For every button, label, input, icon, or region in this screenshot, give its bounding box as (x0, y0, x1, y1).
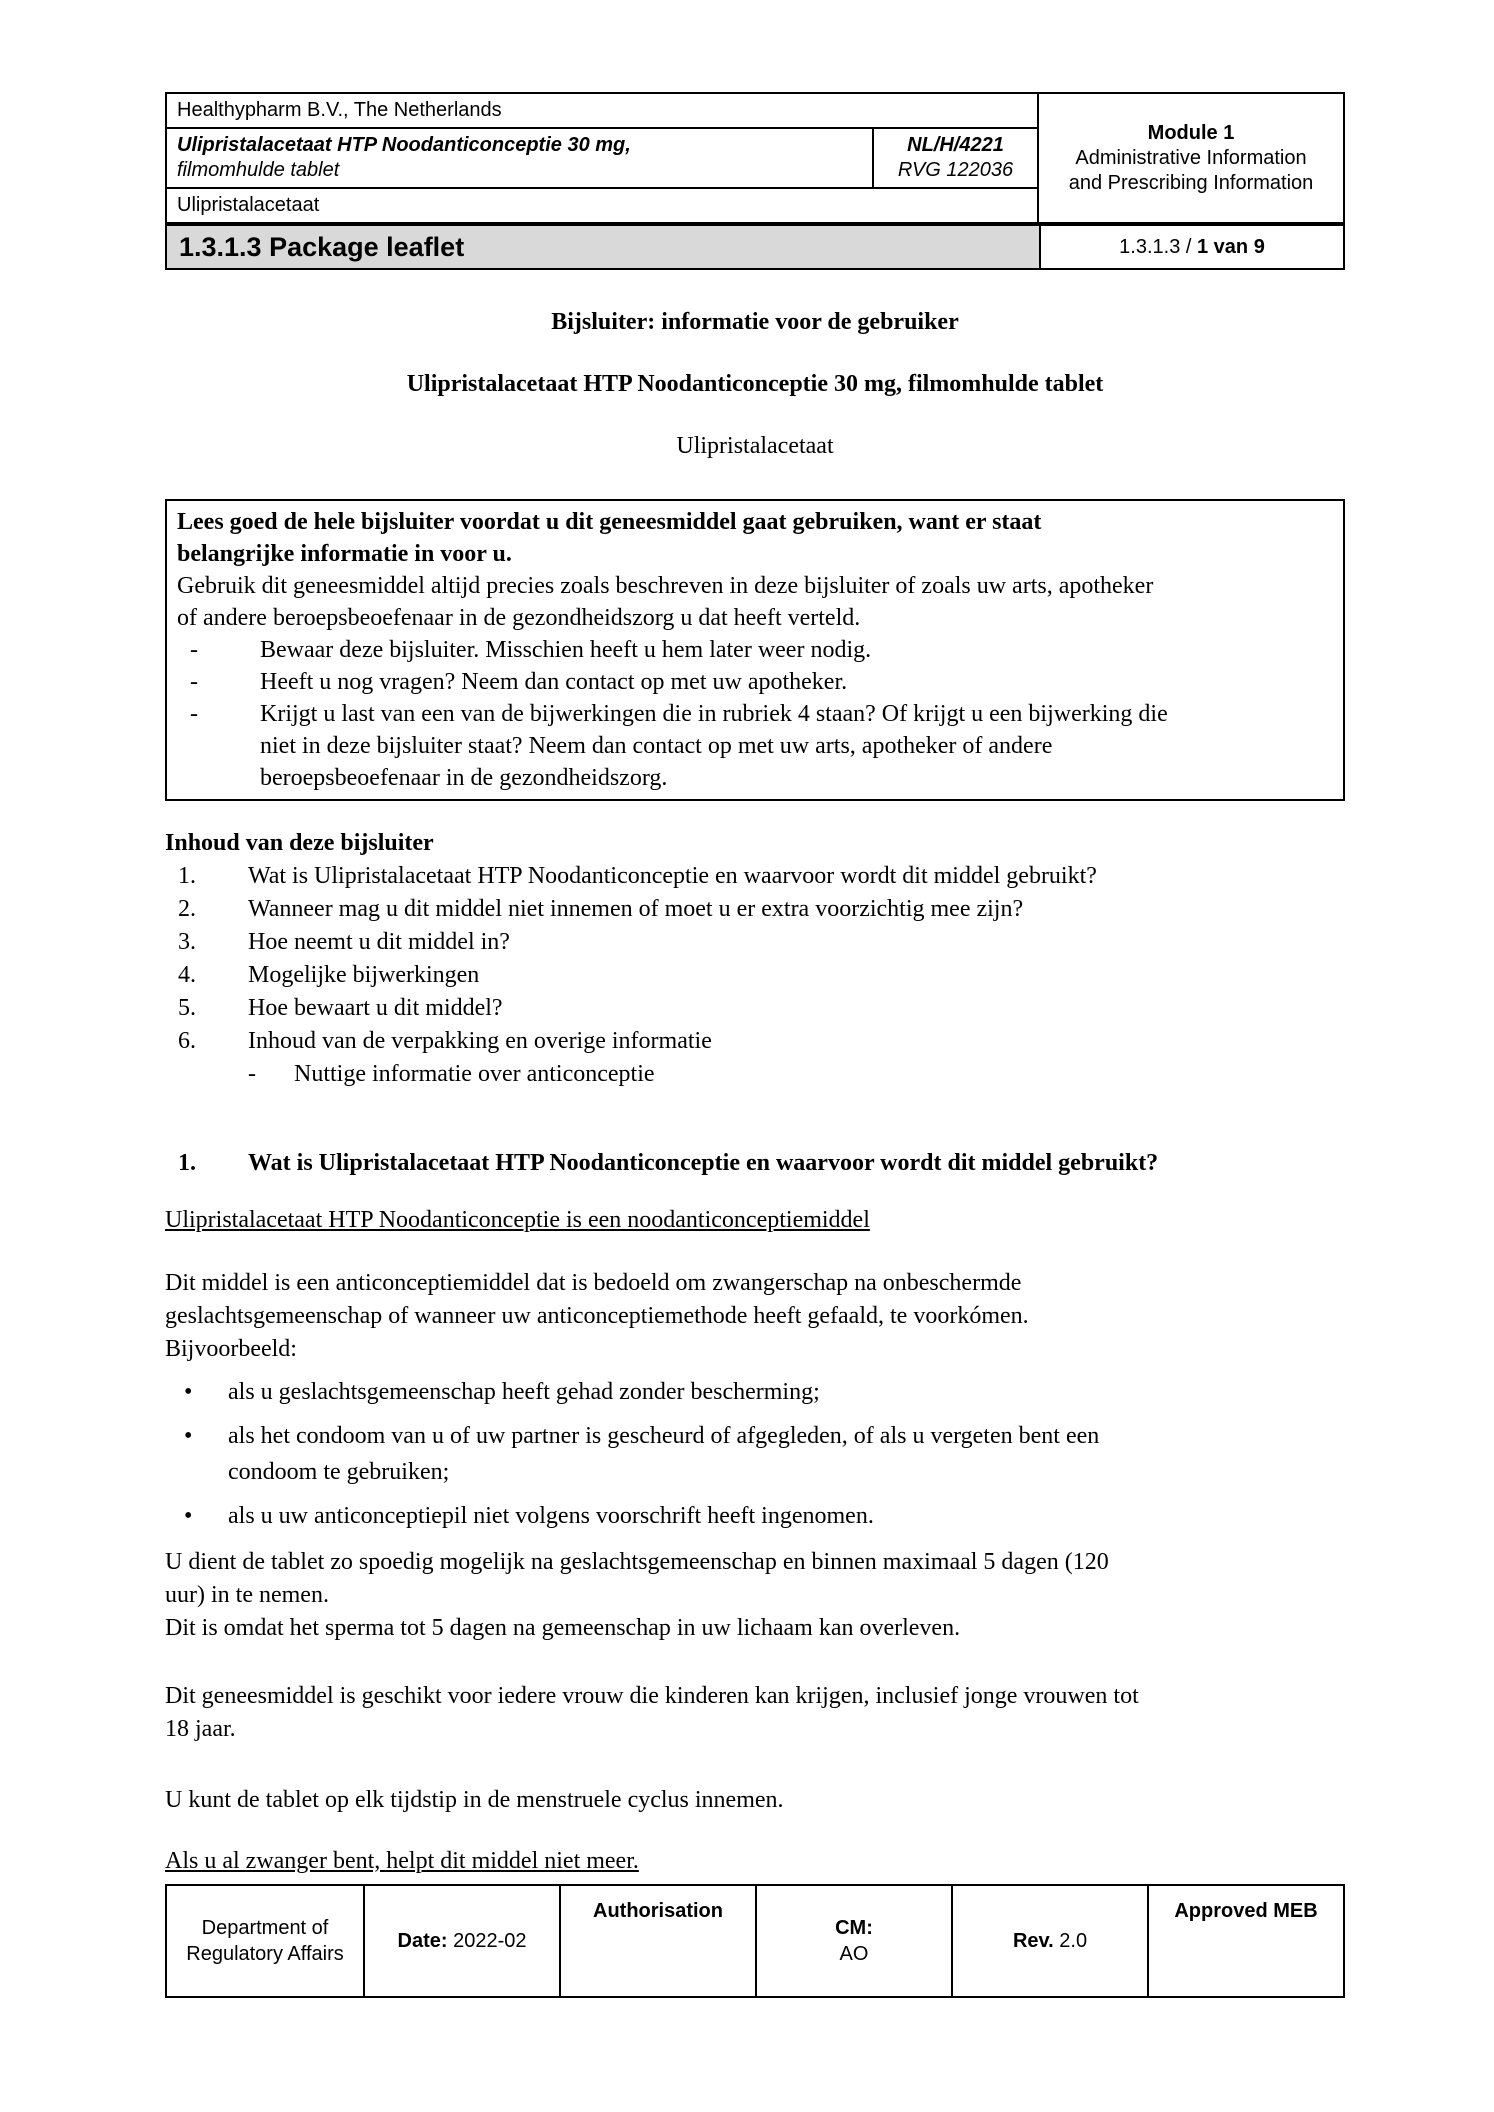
paragraph-cycle: U kunt de tablet op elk tijdstip in de menstruele cyclus innemen. (165, 1787, 784, 1813)
footer-authorisation-cell (559, 1886, 755, 1996)
toc-item-number: 2. (178, 896, 196, 922)
notice-item-text (260, 698, 1333, 794)
paragraph-line: 18 jaar. (165, 1716, 236, 1742)
rev-label: Rev. (1012, 1930, 1054, 1952)
toc-item (165, 1025, 1345, 1058)
bullet-text (228, 1418, 1345, 1490)
dash-marker: - (190, 637, 198, 663)
toc-item-text: Inhoud van de verpakking en overige informatie (248, 1028, 712, 1054)
toc-item-text: Mogelijke bijwerkingen (248, 962, 480, 988)
leaflet-body (165, 292, 1345, 1878)
module-title: Module 1 (1147, 121, 1235, 144)
paragraph-line: Dit geneesmiddel is geschikt voor iedere vrouw die kinderen kan krijgen, inclusief jonge vrouwen tot (165, 1683, 1139, 1709)
footer-revision-cell (951, 1886, 1147, 1996)
footer-department-cell (167, 1886, 363, 1996)
dash-marker: - (190, 701, 198, 727)
bullet-line: condoom te gebruiken; (228, 1459, 450, 1485)
bullet-item (165, 1498, 1345, 1534)
toc-sub-item-text: Nuttige informatie over anticonceptie (294, 1061, 655, 1087)
notice-item3-line3: beroepsbeoefenaar in de gezondheidszorg. (260, 765, 668, 791)
paragraph-line: uur) in te nemen. (165, 1582, 329, 1608)
paragraph-line: Bijvoorbeeld: (165, 1336, 297, 1362)
paragraph-line: geslachtsgemeenschap of wanneer uw anticonceptiemethode heeft gefaald, te voorkómen. (165, 1303, 1029, 1329)
notice-item (177, 666, 1333, 698)
substance-cell (167, 189, 1037, 222)
approved-label: Approved MEB (1174, 1900, 1318, 1922)
paragraph-line: Dit middel is een anticonceptiemiddel dat is bedoeld om zwangerschap na onbeschermde (165, 1270, 1022, 1296)
dash-marker: - (190, 669, 198, 695)
toc-item-number: 3. (178, 929, 196, 955)
bullet-marker: • (184, 1379, 193, 1405)
footer-date-cell (363, 1886, 559, 1996)
product-title: Ulipristalacetaat HTP Noodanticonceptie 30 mg, filmomhulde tablet (406, 371, 1104, 397)
header-table (165, 92, 1345, 224)
module-cell (1037, 94, 1343, 222)
notice-item3-line1: Krijgt u last van een van de bijwerkingen die in rubriek 4 staan? Of krijgt u een bijwerking die (260, 701, 1168, 727)
notice-item3-line2: niet in deze bijsluiter staat? Neem dan contact op met uw arts, apotheker of andere (260, 733, 1053, 759)
procedure-number-cell (872, 129, 1037, 189)
bullet-line: als het condoom van u of uw partner is gescheurd of afgegleden, of als u vergeten bent een (228, 1423, 1100, 1449)
toc-item (165, 926, 1345, 959)
notice-item (177, 698, 1333, 794)
paragraph-pregnancy-warning: Als u al zwanger bent, helpt dit middel niet meer. (165, 1848, 639, 1874)
package-leaflet-bar (165, 224, 1345, 270)
toc-item-number: 5. (178, 995, 196, 1021)
toc-item-text: Wanneer mag u dit middel niet innemen of moet u er extra voorzichtig mee zijn? (248, 896, 1024, 922)
page-ref-cell (1039, 226, 1343, 268)
dash-marker: - (248, 1061, 256, 1087)
toc-sub-item (248, 1058, 1345, 1091)
toc-item-text: Wat is Ulipristalacetaat HTP Noodanticonceptie en waarvoor wordt dit middel gebruikt? (248, 863, 1097, 889)
toc-heading: Inhoud van deze bijsluiter (165, 830, 434, 856)
paragraph-timing (165, 1546, 1345, 1645)
cm-value: AO (839, 1943, 869, 1965)
section-1-subheading: Ulipristalacetaat HTP Noodanticonceptie is een noodanticonceptiemiddel (165, 1207, 870, 1233)
toc-item (165, 959, 1345, 992)
cm-label: CM: (835, 1917, 873, 1939)
department-line1: Department of (201, 1917, 329, 1939)
substance-title: Ulipristalacetaat (676, 433, 834, 459)
paragraph-purpose (165, 1267, 1345, 1366)
page-ref-prefix: 1.3.1.3 / (1119, 235, 1197, 258)
footer-cm-cell (755, 1886, 951, 1996)
notice-body-line1: Gebruik dit geneesmiddel altijd precies zoals beschreven in deze bijsluiter of zoals uw arts, apotheker (177, 573, 1154, 599)
section-heading-text: Wat is Ulipristalacetaat HTP Noodanticonceptie en waarvoor wordt dit middel gebruikt? (248, 1150, 1159, 1176)
toc-item-text: Hoe neemt u dit middel in? (248, 929, 510, 955)
leaflet-title: Bijsluiter: informatie voor de gebruiker (551, 309, 959, 335)
footer-approved-cell (1147, 1886, 1343, 1996)
company-name: Healthypharm B.V., The Netherlands (177, 99, 502, 121)
footer-table (165, 1884, 1345, 1998)
module-subtitle-line1: Administrative Information (1075, 146, 1307, 169)
bullet-item (165, 1374, 1345, 1410)
toc-item (165, 860, 1345, 893)
paragraph-line: Dit is omdat het sperma tot 5 dagen na gemeenschap in uw lichaam kan overleven. (165, 1615, 961, 1641)
company-cell (167, 94, 1037, 129)
toc-item (165, 992, 1345, 1025)
bullet-text: als u uw anticonceptiepil niet volgens voorschrift heeft ingenomen. (228, 1503, 874, 1529)
section-1-heading (165, 1147, 1345, 1180)
product-form: filmomhulde tablet (177, 159, 340, 181)
registration-number: RVG 122036 (897, 159, 1014, 181)
date-value: 2022-02 (447, 1930, 527, 1952)
page-ref-number: 1 van 9 (1197, 235, 1265, 258)
toc-item-number: 1. (178, 863, 196, 889)
date-label: Date: (397, 1930, 448, 1952)
notice-item (177, 634, 1333, 666)
module-subtitle-line2: and Prescribing Information (1068, 171, 1314, 194)
substance-name: Ulipristalacetaat (177, 194, 320, 216)
rev-value: 2.0 (1053, 1930, 1088, 1952)
procedure-number: NL/H/4221 (907, 134, 1004, 156)
notice-box (165, 499, 1345, 801)
toc-item-number: 4. (178, 962, 196, 988)
bullet-item (165, 1418, 1345, 1490)
toc-item (165, 893, 1345, 926)
notice-body-line2: of andere beroepsbeoefenaar in de gezondheidszorg u dat heeft verteld. (177, 605, 861, 631)
bullet-marker: • (184, 1503, 193, 1529)
product-cell (167, 129, 872, 189)
notice-intro-line1: Lees goed de hele bijsluiter voordat u dit geneesmiddel gaat gebruiken, want er staat (177, 509, 1042, 535)
section-number: 1. (178, 1150, 196, 1176)
bullet-text: als u geslachtsgemeenschap heeft gehad zonder bescherming; (228, 1379, 820, 1405)
notice-item-text: Bewaar deze bijsluiter. Misschien heeft u hem later weer nodig. (260, 637, 872, 663)
department-line2: Regulatory Affairs (186, 1943, 344, 1965)
product-name: Ulipristalacetaat HTP Noodanticonceptie 30 mg, (177, 134, 631, 156)
paragraph-line: U dient de tablet zo spoedig mogelijk na geslachtsgemeenschap en binnen maximaal 5 dagen (120 (165, 1549, 1109, 1575)
section-label: 1.3.1.3 Package leaflet (179, 231, 465, 262)
notice-item-text: Heeft u nog vragen? Neem dan contact op met uw apotheker. (260, 669, 848, 695)
toc-item-number: 6. (178, 1028, 196, 1054)
section-label-cell (167, 226, 1039, 268)
authorisation-label: Authorisation (593, 1900, 723, 1922)
toc-item-text: Hoe bewaart u dit middel? (248, 995, 503, 1021)
notice-intro-line2: belangrijke informatie in voor u. (177, 541, 512, 567)
paragraph-suitability (165, 1680, 1345, 1746)
bullet-marker: • (184, 1423, 193, 1449)
